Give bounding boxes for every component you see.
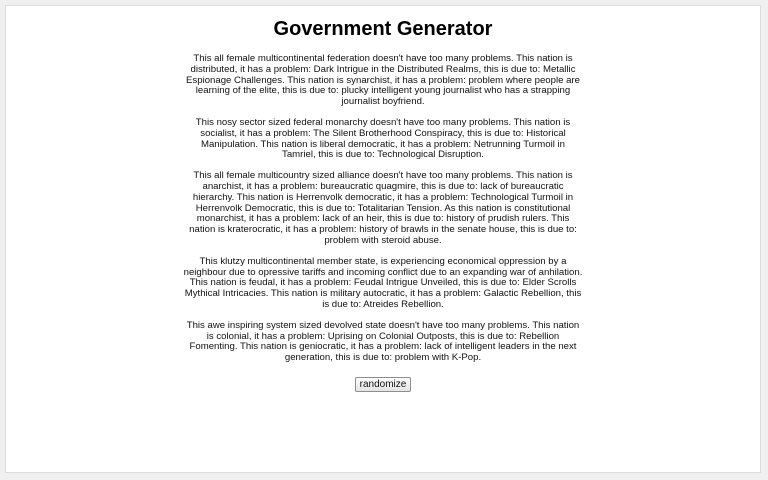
government-description-1: This all female multicontinental federation doesn't have too many problems. This nation is distributed, it has a problem: Dark Intrigue in the Distributed Realms, this is due to: Metallic Espionage Challenges. This nation is synarchist, it has a problem: problem where people are learning of the elite, this is due to: plucky intelligent young journalist who has a strapping journalist boyfriend. [186, 53, 580, 108]
button-container [6, 374, 760, 392]
page-title: Government Generator [273, 18, 493, 40]
government-description-3: This all female multicountry sized alliance doesn't have too many problems. This nation is anarchist, it has a problem: bureaucratic quagmire, this is due to: lack of bureaucratic hierarchy. This nation is Herrenvolk democratic, it has a problem: Technological Turmoil in Herrenvolk Democratic, this is due to: Totalitarian Tension. As this nation is constitutional monarchist, it has a problem: lack of an heir, this is due to: history of prudish rulers. This nation is kraterocratic, it has a problem: history of brawls in the senate house, this is due to: problem with steroid abuse. [189, 170, 577, 246]
government-description-5: This awe inspiring system sized devolved state doesn't have too many problems. This nation is colonial, it has a problem: Uprising on Colonial Outposts, this is due to: Rebellion Fomenting. This nation is geniocratic, it has a problem: lack of intelligent leaders in the next generation, this is due to: problem with K-Pop. [186, 319, 580, 364]
randomize-button[interactable]: randomize [355, 377, 412, 392]
government-description-4: This klutzy multicontinental member state, is experiencing economical oppression by a neighbour due to opressive tariffs and incoming conflict due to an expanding war of anhilation. This nation is feudal, it has a problem: Feudal Intrigue Unveiled, this is due to: Elder Scrolls Mythical Intricacies. This nation is military autocratic, it has a problem: Galactic Rebellion, this is due to: Atreides Rebellion. [183, 255, 583, 310]
government-description-2: This nosy sector sized federal monarchy doesn't have too many problems. This nation is socialist, it has a problem: The Silent Brotherhood Conspiracy, this is due to: Historical Manipulation. This nation is liberal democratic, it has a problem: Netrunning Turmoil in Tamriel, this is due to: Technological Disruption. [195, 116, 571, 161]
government-descriptions [183, 54, 583, 364]
page-frame [5, 5, 761, 473]
